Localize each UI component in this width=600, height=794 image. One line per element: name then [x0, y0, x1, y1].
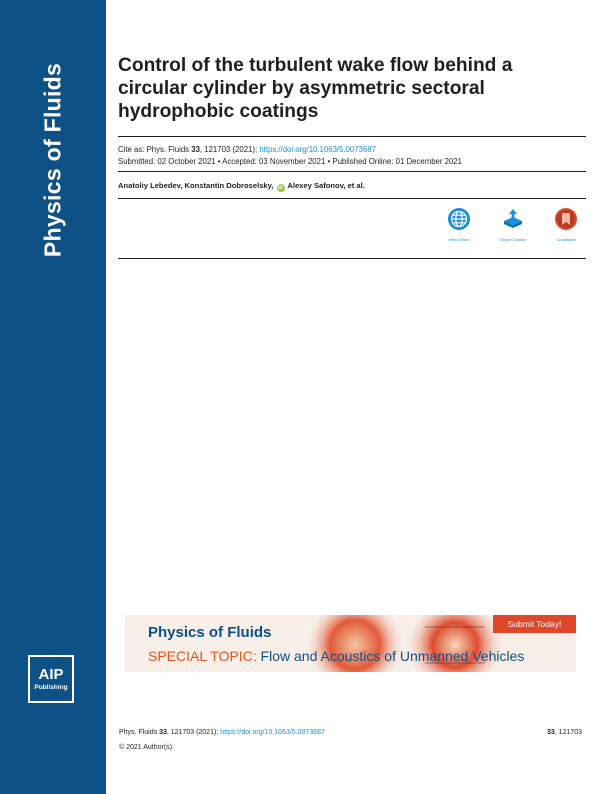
submit-today-button[interactable]: Submit Today!: [493, 615, 576, 633]
view-online-label: View Online: [448, 237, 470, 242]
crossmark-icon: [554, 207, 578, 231]
author-list: [118, 181, 365, 192]
orcid-icon[interactable]: iD: [278, 185, 284, 191]
export-citation-label: Export Citation: [499, 237, 527, 242]
footer-page-number: [547, 729, 582, 736]
export-citation-button[interactable]: [493, 207, 533, 242]
logo-main-text: AIP: [38, 666, 64, 683]
crossmark-label: CrossMark: [556, 237, 576, 242]
special-topic-banner[interactable]: [125, 615, 576, 672]
cite-suffix: , 121703 (2021);: [199, 145, 260, 154]
globe-icon: [447, 207, 471, 231]
banner-subtitle: [148, 648, 524, 664]
doi-link[interactable]: https://doi.org/10.1063/5.0073687: [259, 145, 376, 154]
crossmark-button[interactable]: [546, 207, 586, 242]
divider: [118, 171, 586, 172]
divider: [118, 136, 586, 137]
authors-text: Alexey Safonov, et al.: [285, 181, 365, 190]
footer-doi-link[interactable]: https://doi.org/10.1063/5.0073687: [220, 729, 325, 736]
journal-sidebar: [0, 0, 106, 794]
footer-cite-prefix: Phys. Fluids: [119, 729, 160, 736]
logo-sub-text: Publishing: [34, 684, 68, 691]
article-title: Control of the turbulent wake flow behind a circular cylinder by asymmetric sectoral hydrophobic coatings: [118, 55, 513, 122]
cite-prefix: Cite as: Phys. Fluids: [118, 145, 192, 154]
divider: [118, 258, 586, 259]
view-online-button[interactable]: [439, 207, 479, 242]
authors-text: Anatoliy Lebedev, Konstantin Dobroselsky,: [118, 181, 276, 190]
journal-name: Physics of Fluids: [39, 62, 66, 258]
banner-highlight: SPECIAL TOPIC:: [148, 648, 257, 664]
divider: [118, 198, 586, 199]
aip-publishing-logo[interactable]: [28, 655, 74, 703]
citation-line: [118, 145, 376, 155]
cite-volume: 33: [191, 145, 200, 154]
footer-cite-suffix: , 121703 (2021);: [166, 729, 221, 736]
footer-citation: [119, 729, 325, 736]
footer-page-volume: 33: [547, 729, 555, 736]
publication-dates: Submitted: 02 October 2021 • Accepted: 03 November 2021 • Published Online: 01 December 2021: [118, 157, 462, 166]
footer-volume: 33: [159, 729, 167, 736]
banner-topic: Flow and Acoustics of Unmanned Vehicles: [256, 648, 525, 664]
export-icon: [501, 207, 525, 231]
footer-copyright: © 2021 Author(s).: [119, 744, 174, 751]
banner-title: Physics of Fluids: [148, 624, 272, 641]
footer-page-id: , 121703: [554, 729, 583, 736]
